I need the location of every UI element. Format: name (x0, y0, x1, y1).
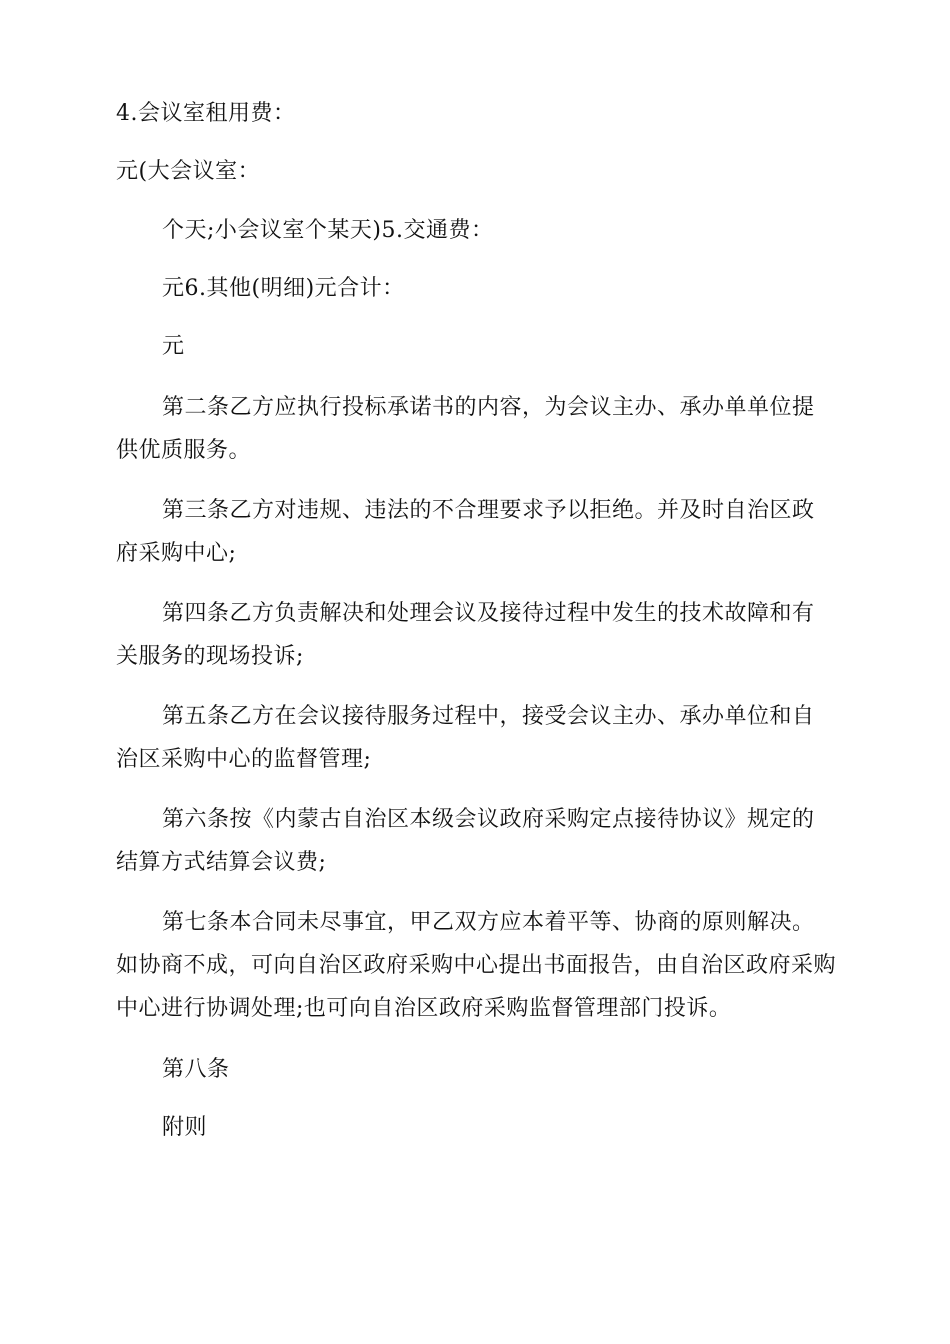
paragraph-article-5: 第五条乙方在会议接待服务过程中，接受会议主办、承办单位和自治区采购中心的监督管理; (116, 704, 815, 772)
paragraph-supplementary-provisions: 附则 (162, 1115, 208, 1140)
paragraph-article-2: 第二条乙方应执行投标承诺书的内容，为会议主办、承办单单位提供优质服务。 (116, 395, 815, 463)
paragraph-article-8: 第八条 (162, 1057, 230, 1082)
paragraph-other-total: 元6.其他(明细)元合计： (162, 276, 405, 301)
paragraph-large-meeting-room: 元(大会议室： (116, 159, 261, 184)
paragraph-meeting-room-fee: 4.会议室租用费： (116, 101, 296, 126)
paragraph-article-7: 第七条本合同未尽事宜，甲乙双方应本着平等、协商的原则解决。如协商不成，可向自治区政府采购中心提出书面报告，由自治区政府采购中心进行协调处理;也可向自治区政府采购监督管理部门投诉。 (116, 910, 837, 1021)
paragraph-article-3: 第三条乙方对违规、违法的不合理要求予以拒绝。并及时自治区政府采购中心; (116, 498, 815, 566)
paragraph-yuan: 元 (162, 334, 185, 359)
paragraph-article-6: 第六条按《内蒙古自治区本级会议政府采购定点接待协议》规定的结算方式结算会议费; (116, 807, 815, 875)
paragraph-article-4: 第四条乙方负责解决和处理会议及接待过程中发生的技术故障和有关服务的现场投诉; (116, 601, 815, 669)
paragraph-small-meeting-room-transport: 个天;小会议室个某天)5.交通费： (162, 218, 494, 243)
